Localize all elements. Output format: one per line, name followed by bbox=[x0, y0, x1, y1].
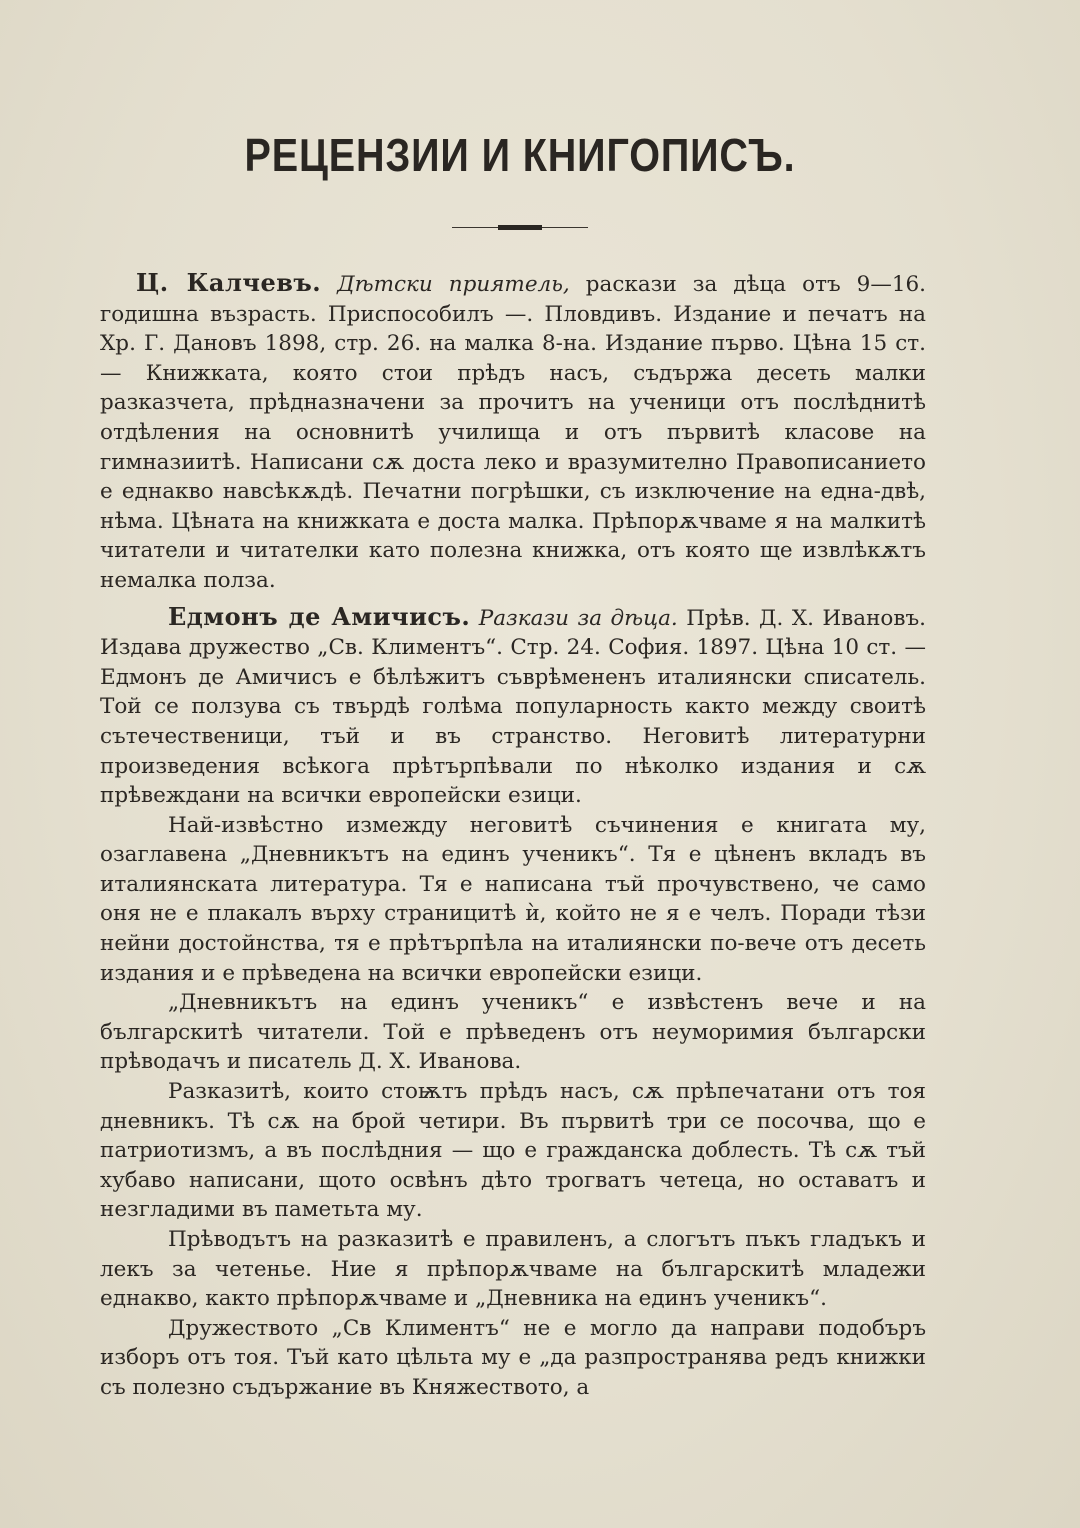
paragraph: Прѣводътъ на разказитѣ е правиленъ, а слогътъ пъкъ гладъкъ и лекъ за четенье. Ние я прѣпорѫчваме на българскитѣ младежи еднакво, както прѣпорѫчваме и „Дневника на единъ ученикъ“. bbox=[100, 1227, 926, 1312]
title-divider-ornament bbox=[498, 225, 542, 230]
paragraph: Разказитѣ, които стоѭтъ прѣдъ насъ, сѫ прѣпечатани отъ тоя дневникъ. Тѣ сѫ на брой четири. Въ първитѣ три се посочва, що е патриотизмъ, а въ послѣдния — що е гражданска доблесть. Тѣ сѫ тъй хубаво написани, щото освѣнъ дѣто трогватъ четеца, но оставатъ и незгладими въ паметьта му. bbox=[100, 1079, 926, 1223]
review-amicis bbox=[100, 602, 926, 811]
review-text: Прѣв. Д. Х. Ивановъ. Издава дружество „Св. Климентъ“. Стр. 24. София. 1897. Цѣна 10 ст. — Едмонъ де Амичисъ е бѣлѣжитъ съврѣмененъ италиянски списатель. Той се ползува съ твърдѣ голѣма популарность както между своитѣ сътечественици, тъй и въ странство. Неговитѣ литературни произведения всѣкога прѣтърпѣвали по нѣколко издания и сѫ прѣвеждани на всички европейски езици. bbox=[100, 605, 926, 809]
review-author: Едмонъ де Амичисъ. bbox=[168, 601, 471, 631]
paragraph: „Дневникътъ на единъ ученикъ“ е извѣстенъ вече и на българскитѣ читатели. Той е прѣведенъ отъ неуморимия български прѣводачъ и писатель Д. Х. Иванова. bbox=[100, 990, 926, 1075]
section-title: РЕЦЕНЗИИ И КНИГОПИСЪ. bbox=[244, 129, 796, 181]
review-kalchev bbox=[100, 268, 926, 596]
review-author: Ц. Калчевъ. bbox=[136, 268, 322, 297]
paragraph: Най-извѣстно измежду неговитѣ съчинения е книгата му, озаглавена „Дневникътъ на единъ ученикъ“. Тя е цѣненъ вкладъ въ италиянската литература. Тя е написана тъй прочувствено, че само оня не е плакалъ върху страницитѣ ѝ, който не я е челъ. Поради тѣзи нейни достойнства, тя е прѣтърпѣла на италиянски по-вече отъ десеть издания и е прѣведена на всички европейски езици. bbox=[100, 812, 926, 986]
review-book-title: Разкази за дѣца. bbox=[478, 605, 678, 631]
review-text: раскази за дѣца отъ 9—16. годишна възрасть. Приспособилъ —. Пловдивъ. Издание и печатъ на Хр. Г. Дановъ 1898, стр. 26. на малка 8-на. Издание първо. Цѣна 15 ст. — Книжката, която стои прѣдъ насъ, съдържа десеть малки разказчета, прѣдназначени за прочитъ на ученици отъ послѣднитѣ отдѣления на основнитѣ училища и отъ първитѣ класове на гимназиитѣ. Написани сѫ доста леко и вразумително Правописанието е еднакво навсѣкѫдѣ. Печатни погрѣшки, съ изключение на една-двѣ, нѣма. Цѣната на книжката е доста малка. Прѣпорѫчваме я на малкитѣ читатели и читателки като полезна книжка, отъ която ще извлѣкѫтъ немалка полза. bbox=[100, 272, 927, 593]
paragraph: Дружеството „Св Климентъ“ не е могло да направи подобъръ изборъ отъ тоя. Тъй като цѣльта му е „да разпространява редъ книжки съ полезно съдържание въ Княжеството, а bbox=[100, 1315, 926, 1400]
review-book-title: Дѣтски приятель, bbox=[337, 272, 570, 297]
article-body bbox=[100, 268, 926, 1403]
